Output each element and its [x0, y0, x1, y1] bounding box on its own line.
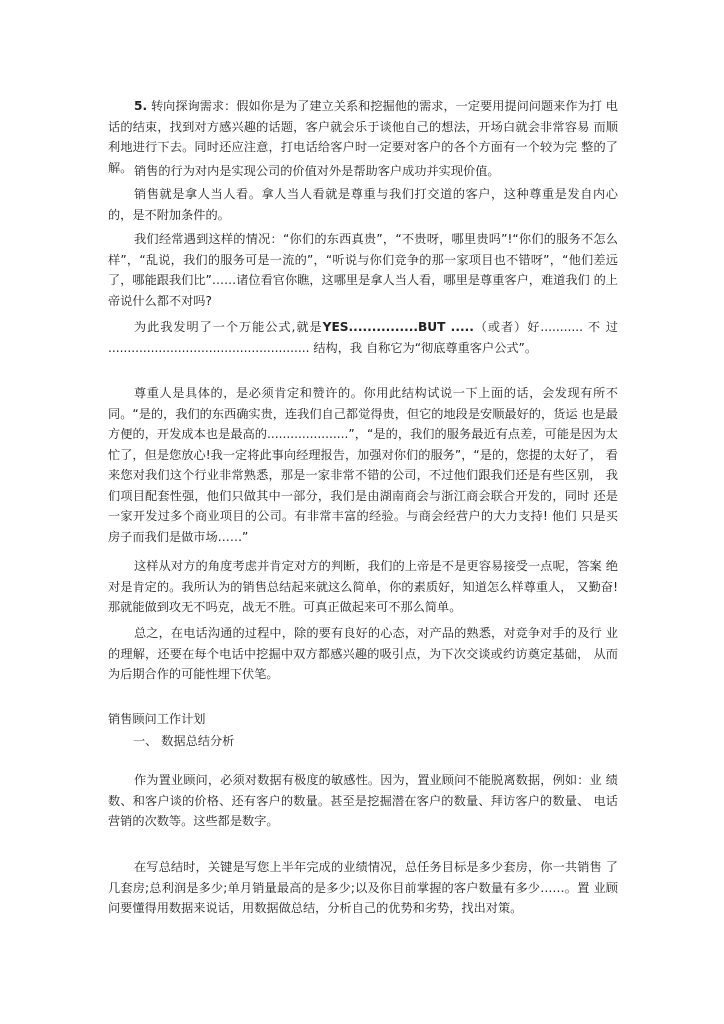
paragraph-text: 转向探询需求：假如你是为了建立关系和挖掘他的需求，一定要用提问问题来作为打 电话的结束，找到对方感兴趣的话题，客户就会乐于谈他自己的想法，开场白就会非常容易 而顺利地进行下去。同时还应注意，打电话给客户时一定要对客户的各个方面有一个较为完 整的了解。	[108, 99, 618, 175]
paragraph-examples: 尊重人是具体的，是必须肯定和赞许的。你用此结构试说一下上面的话，会发现有所不 同。“是的，我们的东西确实贵，连我们自己都觉得贵，但它的地段是安顺最好的，货运 也是最方便的，开发成本也是最高的.....................”，“是的，我们的服务最近有点差，可能是因为太忙了，但是您放心!我一定将此事向经理报告，加强对你们的服务”，“是的，您提的太好了， 看来您对我们这个行业非常熟悉，那是一家非常不错的公司，不过他们跟我们还是有些区别， 我们项目配套性强，他们只做其中一部分，我们是由湖南商会与浙江商会联合开发的，同时 还是一家开发过多个商业项目的公司。有非常丰富的经验。与商会经营户的大力支持! 他们 只是买房子而我们是做市场……”	[108, 386, 618, 544]
formula-yes-but: YES...............BUT .....	[322, 320, 474, 334]
paragraph-formula	[108, 317, 618, 358]
paragraph-summary: 总之，在电话沟通的过程中，除的要有良好的心态，对产品的熟悉，对竞争对手的及行 业的理解，还要在每个电话中挖掘中双方都感兴趣的吸引点，为下次交谈或约访奠定基础， 从而为后期合作的可能性埋下伏笔。	[108, 626, 618, 681]
paragraph-respect: 销售就是拿人当人看。拿人当人看就是尊重与我们打交道的客户，这种尊重是发自内心 的，是不附加条件的。	[108, 187, 618, 222]
paragraph-sales-behavior: 销售的行为对内是实现公司的价值对外是帮助客户成功并实现价值。	[134, 164, 500, 178]
paragraph-situations: 我们经常遇到这样的情况：“你们的东西真贵”，“不贵呀，哪里贵吗”!“你们的服务不怎么样”，“乱说，我们的服务可是一流的”，“听说与你们竞争的那一家项目也不错呀”，“他们差远了，哪能跟我们比”……诸位看官你瞧，这哪里是拿人当人看，哪里是尊重客户，难道我们 的上帝说什么都不对吗?	[108, 232, 618, 308]
paragraph-data: 作为置业顾问，必须对数据有极度的敏感性。因为，置业顾问不能脱离数据，例如：业 绩数、和客户谈的价格、还有客户的数量。甚至是挖掘潜在客户的数量、拜访客户的数量、 电话营销的次数等。这些都是数字。	[108, 773, 618, 828]
item-number: 5.	[134, 99, 148, 113]
section-subtitle: 一、 数据总结分析	[133, 734, 235, 748]
paragraph-report: 在写总结时，关键是写您上半年完成的业绩情况，总任务目标是多少套房，你一共销售 了几套房;总利润是多少;单月销量最高的是多少;以及你目前掌握的客户数量有多少……。置 业顾问要懂得用数据来说话，用数据做总结，分析自己的优势和劣势，找出对策。	[108, 860, 618, 915]
paragraph-conclusion: 这样从对方的角度考虑并肯定对方的判断，我们的上帝是不是更容易接受一点呢，答案 绝对是肯定的。我所认为的销售总结起来就这么简单，你的素质好，知道怎么样尊重人， 又勤奋!那就能做到攻无不吗克，战无不胜。可真正做起来可不那么简单。	[108, 559, 618, 614]
section-title: 销售顾问工作计划	[108, 712, 206, 726]
formula-rest: （或者）好........... 不 过 .................................................... 结构，我 自称它为“彻底尊重客户公式”。	[108, 320, 618, 355]
formula-intro: 为此我发明了一个万能公式,就是	[134, 320, 323, 334]
